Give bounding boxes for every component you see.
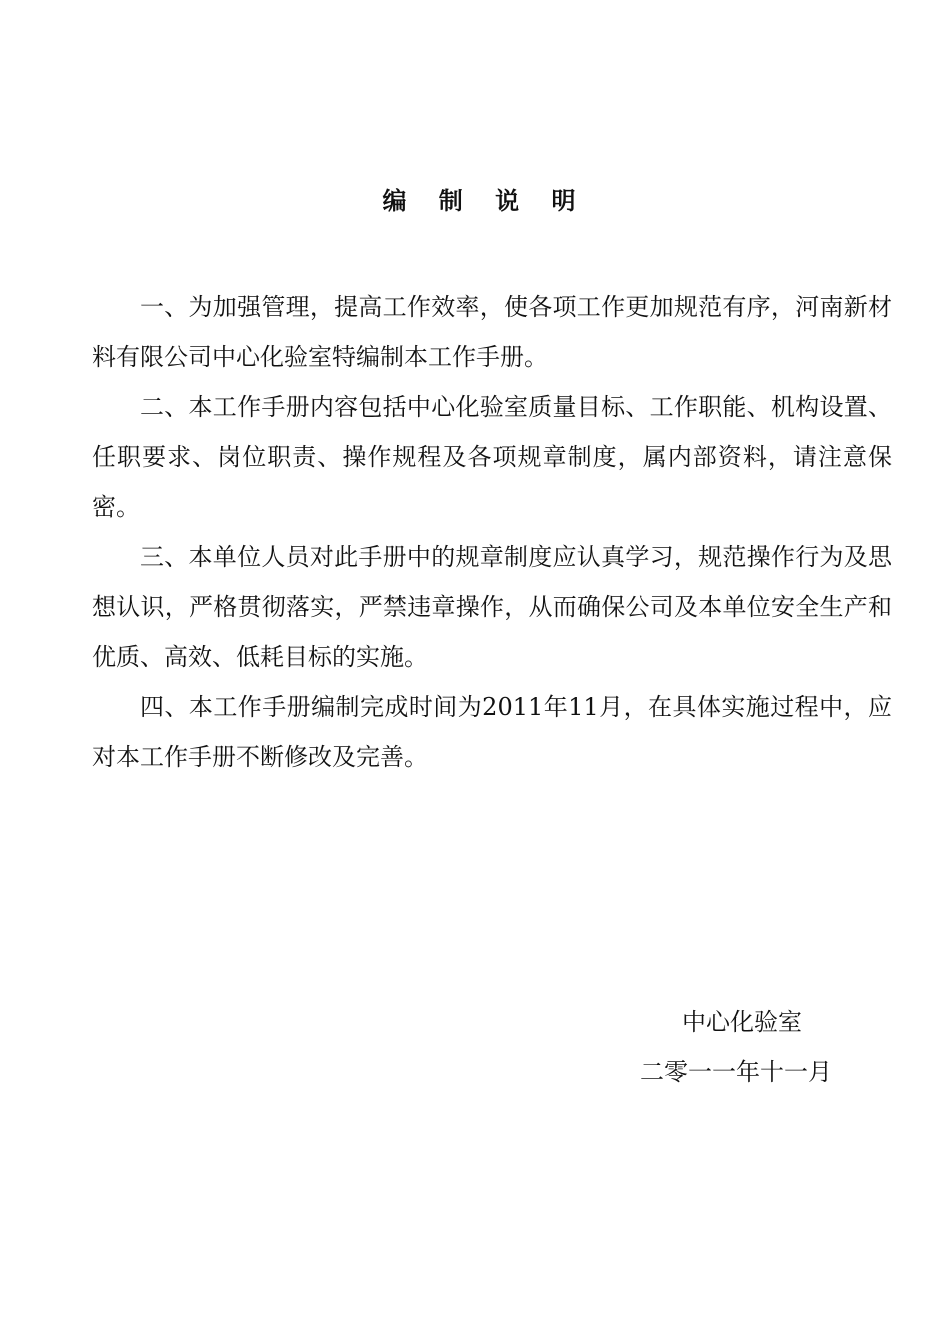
document-title: 编 制 说 明	[382, 186, 588, 215]
signature-date: 二零一一年十一月	[640, 1058, 832, 1086]
paragraph-4: 四、本工作手册编制完成时间为2011年11月，在具体实施过程中，应对本工作手册不断修改及完善。	[92, 693, 892, 771]
signature-organization: 中心化验室	[682, 1008, 802, 1036]
paragraph-1: 一、为加强管理，提高工作效率，使各项工作更加规范有序，河南新材料有限公司中心化验室特编制本工作手册。	[92, 293, 892, 371]
document-body	[92, 282, 892, 782]
paragraph-3: 三、本单位人员对此手册中的规章制度应认真学习，规范操作行为及思想认识，严格贯彻落实，严禁违章操作，从而确保公司及本单位安全生产和优质、高效、低耗目标的实施。	[92, 543, 892, 671]
paragraph-2: 二、本工作手册内容包括中心化验室质量目标、工作职能、机构设置、任职要求、岗位职责、操作规程及各项规章制度，属内部资料，请注意保密。	[92, 393, 892, 521]
